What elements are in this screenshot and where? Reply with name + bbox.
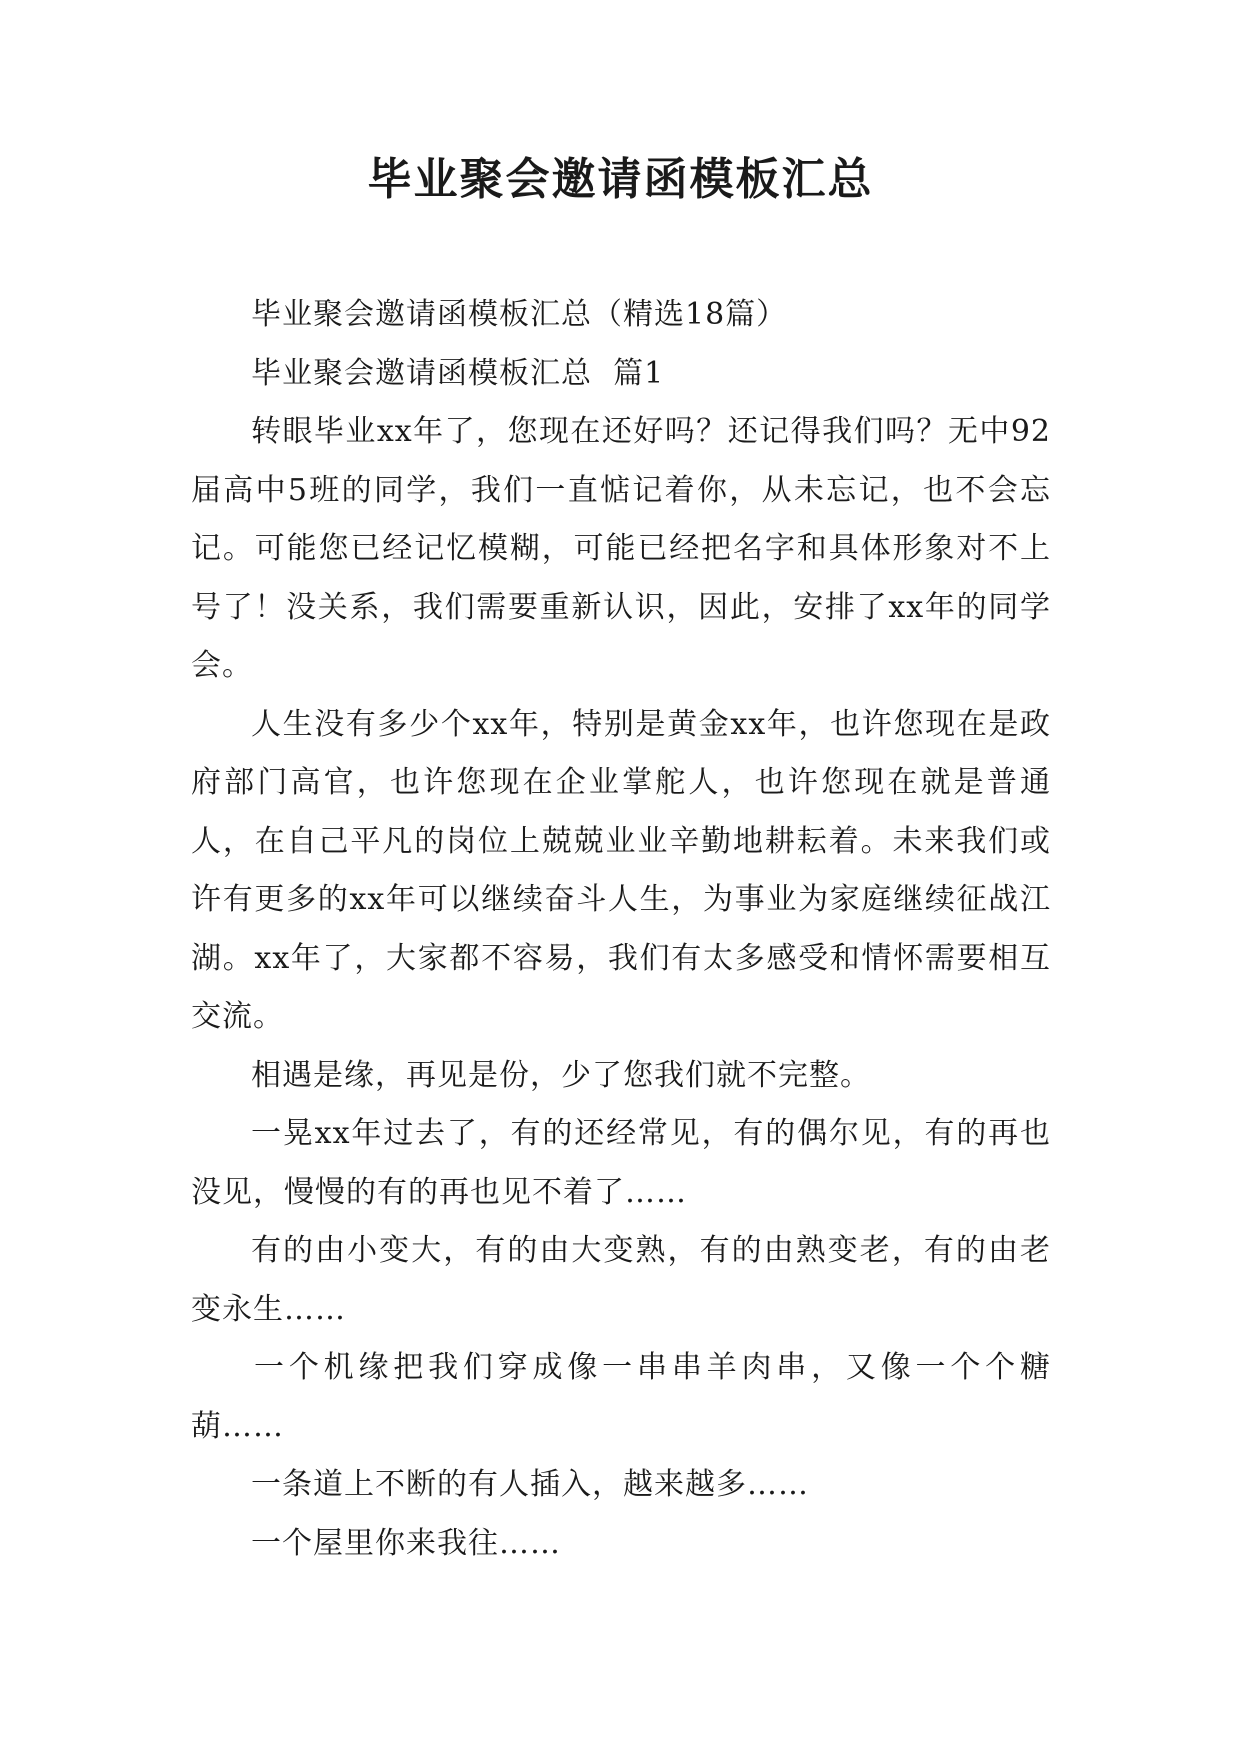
paragraph-3: 相遇是缘，再见是份，少了您我们就不完整。: [251, 1057, 871, 1093]
paragraph-5: 有的由小变大，有的由大变熟，有的由熟变老，有的由老变永生……: [191, 1233, 1051, 1327]
document-subtitle: 毕业聚会邀请函模板汇总（精选18篇）: [251, 297, 788, 332]
document-body: [191, 286, 1051, 1573]
paragraph-1: 转眼毕业xx年了，您现在还好吗？还记得我们吗？无中92届高中5班的同学，我们一直惦记着你，从未忘记，也不会忘记。可能您已经记忆模糊，可能已经把名字和具体形象对不上号了！没关系，我们需要重新认识，因此，安排了xx年的同学会。: [191, 414, 1051, 683]
paragraph-2: 人生没有多少个xx年，特别是黄金xx年，也许您现在是政府部门高官，也许您现在企业掌舵人，也许您现在就是普通人，在自己平凡的岗位上兢兢业业辛勤地耕耘着。未来我们或许有更多的xx年可以继续奋斗人生，为事业为家庭继续征战江湖。xx年了，大家都不容易，我们有太多感受和情怀需要相互交流。: [191, 706, 1051, 1034]
paragraph-6: 一个机缘把我们穿成像一串串羊肉串，又像一个个糖葫……: [191, 1350, 1051, 1444]
section-heading: 毕业聚会邀请函模板汇总 篇1: [251, 355, 665, 391]
paragraph-7: 一条道上不断的有人插入，越来越多……: [251, 1467, 809, 1502]
paragraph-4: 一晃xx年过去了，有的还经常见，有的偶尔见，有的再也没见，慢慢的有的再也见不着了……: [191, 1116, 1051, 1210]
paragraph-8: 一个屋里你来我往……: [251, 1525, 561, 1561]
document-title: 毕业聚会邀请函模板汇总: [367, 154, 874, 205]
